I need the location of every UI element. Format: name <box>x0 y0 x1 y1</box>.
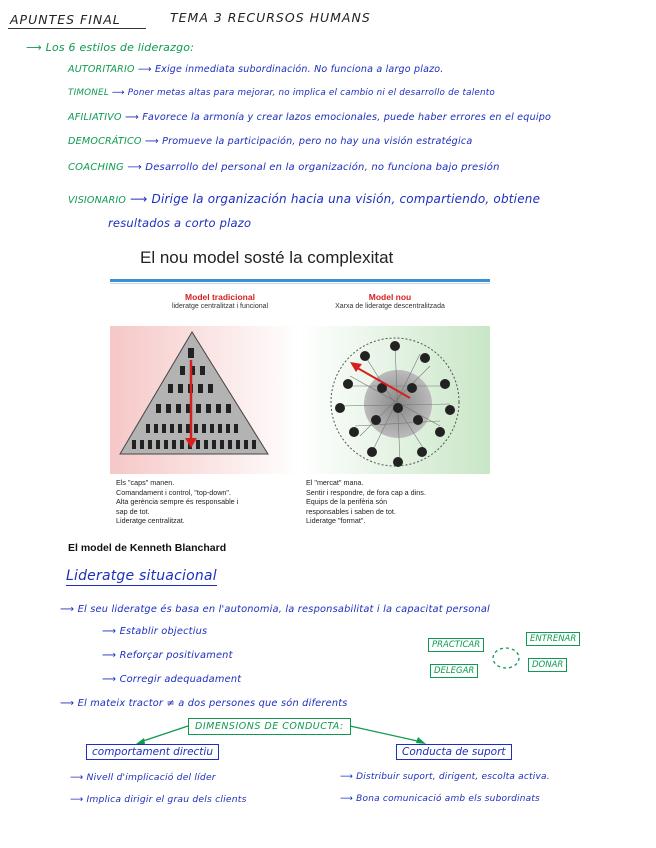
directive-behaviour-box: comportament directiu <box>86 744 219 760</box>
support-item-text: Distribuir suport, dirigent, escolta activa. <box>356 772 550 782</box>
blanchard-line-1-text: El seu lideratge és basa en l'autonomia, la responsabilitat i la capacitat personal <box>77 604 490 615</box>
style-item-1 <box>68 64 444 75</box>
right-model-title: Model nou <box>368 292 412 302</box>
blanchard-line-2 <box>60 698 348 709</box>
arrow-icon: ⟶ <box>340 794 357 804</box>
arrow-icon: ⟶ <box>102 626 120 637</box>
directive-item-2 <box>70 794 247 805</box>
slide-title-bar-shadow <box>110 283 490 284</box>
style-item-4 <box>68 136 472 147</box>
style-text: Favorece la armonía y crear lazos emocionales, puede haber errores en el equipo <box>142 112 552 123</box>
box-practicar: PRACTICAR <box>428 638 484 652</box>
arrow-icon: ⟶ <box>60 604 78 615</box>
arrow-icon: ⟶ <box>26 41 46 54</box>
box-delegar: DELEGAR <box>430 664 478 678</box>
sub-item-1 <box>102 626 207 637</box>
arrow-icon: ⟶ <box>144 136 163 147</box>
style-item-2 <box>68 88 495 98</box>
sub-item-2 <box>102 650 233 661</box>
style-name: TIMONEL <box>68 88 109 98</box>
cycle-icon <box>488 644 524 672</box>
style-name: AFILIATIVO <box>68 112 122 123</box>
box-entrenar: ENTRENAR <box>526 632 580 646</box>
right-model-subtitle: Xarxa de lideratge descentralitzada <box>335 303 445 310</box>
left-model-subtitle: lideratge centralitzat i funcional <box>171 303 269 310</box>
style-item-6-continued: resultados a corto plazo <box>108 216 252 230</box>
slide-title: El nou model sosté la complexitat <box>140 248 394 267</box>
blanchard-line-1 <box>60 604 490 615</box>
arrow-icon: ⟶ <box>111 88 128 98</box>
situational-title: Lideratge situacional <box>66 568 217 584</box>
right-arrow <box>350 726 422 742</box>
style-item-5 <box>68 162 500 173</box>
arrow-icon: ⟶ <box>102 650 120 661</box>
support-item-text: Bona comunicació amb els subordinats <box>356 794 540 804</box>
arrow-icon: ⟶ <box>137 64 155 75</box>
style-name: AUTORITARIO <box>68 64 135 75</box>
style-name: DEMOCRÁTICO <box>68 136 142 147</box>
arrow-icon: ⟶ <box>70 794 87 805</box>
style-text: Promueve la participación, pero no hay una visión estratégica <box>162 136 473 147</box>
style-text: Poner metas altas para mejorar, no implica el cambio ni el desarrollo de talento <box>127 88 496 98</box>
arrow-icon: ⟶ <box>127 162 146 173</box>
models-illustration <box>110 326 490 474</box>
header-underline <box>8 28 146 29</box>
arrow-icon: ⟶ <box>130 192 152 206</box>
style-text: Dirige la organización hacia una visión, compartiendo, obtiene <box>151 192 541 206</box>
blanchard-line-2-text: El mateix tractor ≠ a dos persones que són diferents <box>77 698 348 709</box>
arrow-icon: ⟶ <box>125 112 143 123</box>
left-arrow <box>140 726 188 742</box>
left-model-title: Model tradicional <box>185 292 255 302</box>
support-item-2 <box>340 794 540 804</box>
directive-item-text: Implica dirigir el grau dels clients <box>86 794 247 805</box>
styles-title <box>26 41 194 54</box>
sub-item-text: Reforçar positivament <box>119 650 233 661</box>
blanchard-heading: El model de Kenneth Blanchard <box>68 542 227 554</box>
directive-item-text: Nivell d'implicació del líder <box>86 772 216 783</box>
header-left: APUNTES FINAL <box>10 12 121 27</box>
sub-item-3 <box>102 674 241 685</box>
style-text: Exige inmediata subordinación. No funciona a largo plazo. <box>154 64 444 75</box>
style-item-3 <box>68 112 551 123</box>
arrow-icon: ⟶ <box>340 772 357 782</box>
style-name: VISIONARIO <box>68 195 127 206</box>
left-model-description: Els "caps" manen. Comandament i control, "top-down". Alta gerència sempre és responsable i sap de tot. Lideratge centralitzat. <box>116 478 239 526</box>
dimensions-box: DIMENSIONS DE CONDUCTA: <box>188 718 351 735</box>
directive-item-1 <box>70 772 216 783</box>
slide-title-bar <box>110 279 490 282</box>
box-donar: DONAR <box>528 658 567 672</box>
arrow-icon: ⟶ <box>70 772 87 783</box>
support-behaviour-box: Conducta de suport <box>396 744 512 760</box>
arrow-icon: ⟶ <box>102 674 120 685</box>
style-name: COACHING <box>68 162 124 173</box>
sub-item-text: Establir objectius <box>119 626 208 637</box>
style-item-6 <box>68 192 540 206</box>
right-model-description: El "mercat" mana. Sentir i respondre, de fora cap a dins. Equips de la perifèria són responsables i saben de tot. Lideratge "format". <box>306 478 426 526</box>
support-item-1 <box>340 772 550 782</box>
styles-title-text: Los 6 estilos de liderazgo: <box>45 41 195 54</box>
arrow-icon: ⟶ <box>60 698 78 709</box>
style-text: Desarrollo del personal en la organización, no funciona bajo presión <box>145 162 500 173</box>
sub-item-text: Corregir adequadament <box>119 674 242 685</box>
header-right: TEMA 3 RECURSOS HUMANS <box>170 10 371 25</box>
